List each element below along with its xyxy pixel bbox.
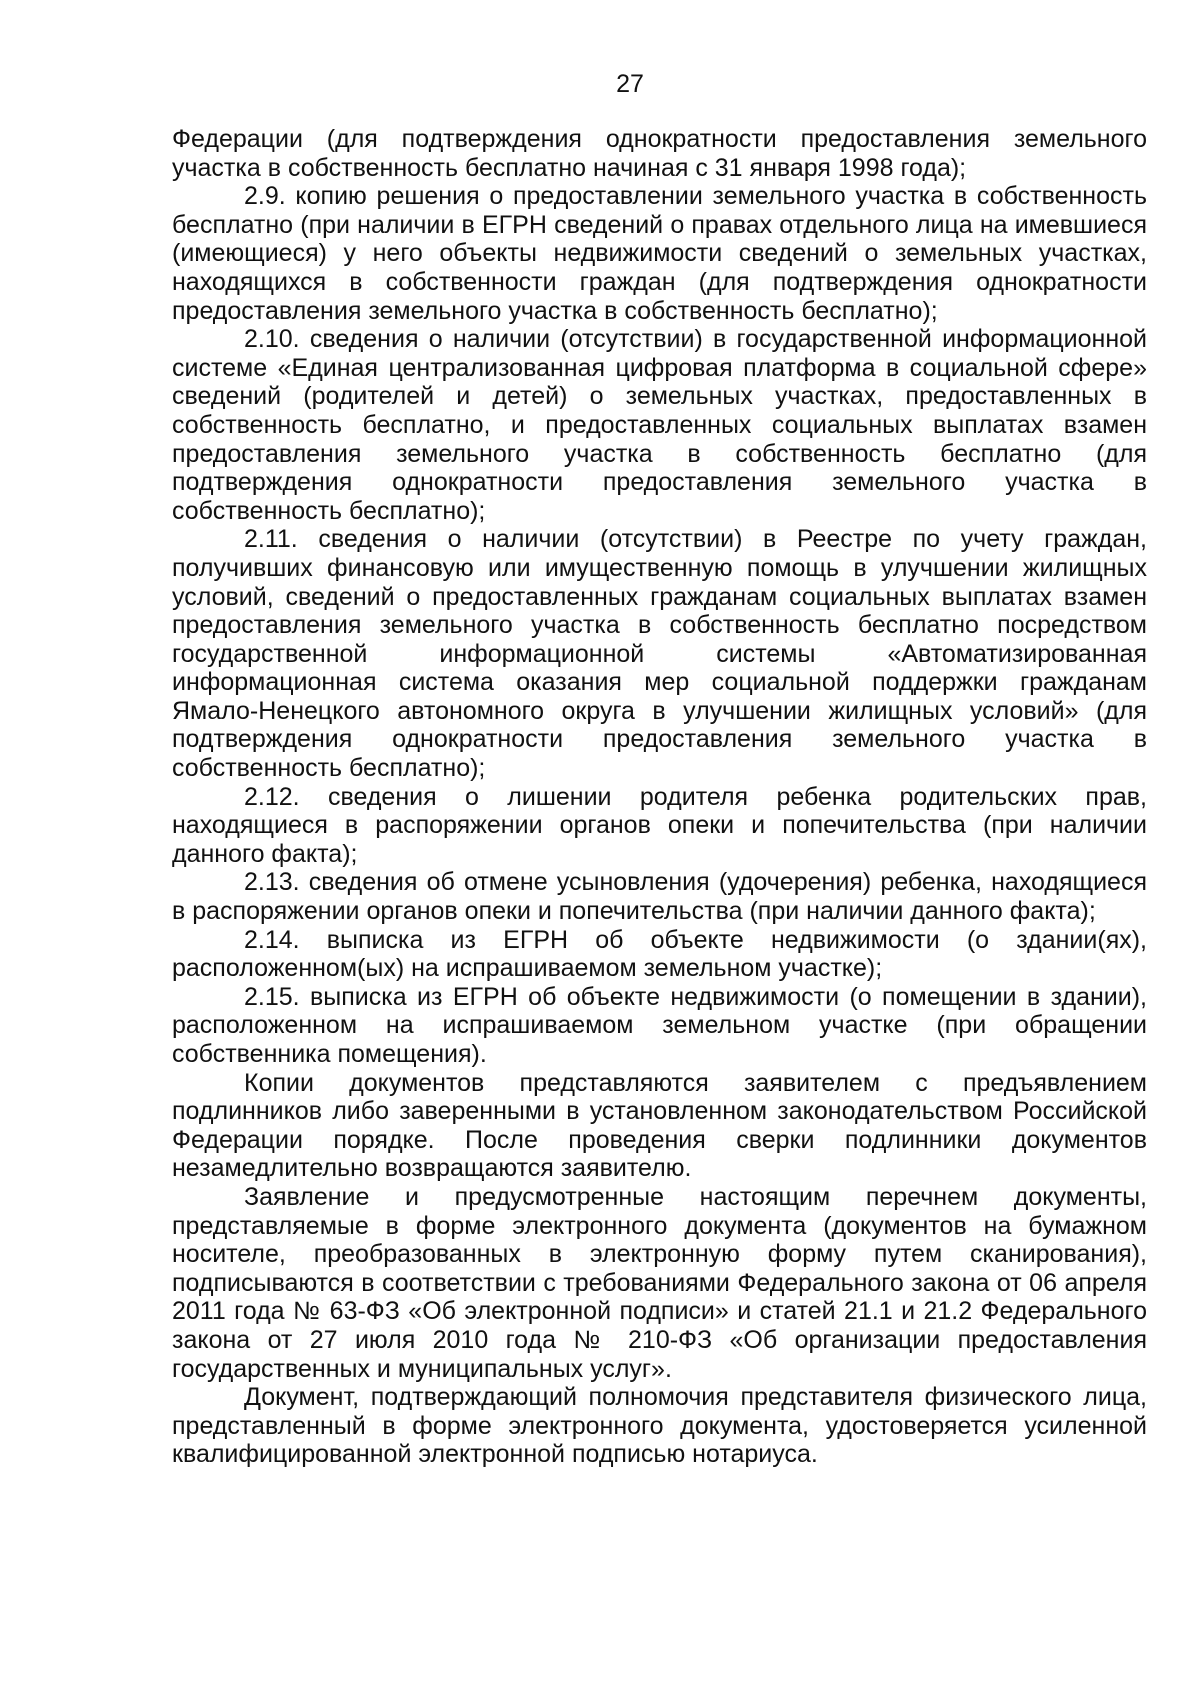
paragraph-item-2-11: 2.11. сведения о наличии (отсутствии) в Реестре по учету граждан, получивших финансовую или имущественную помощь в улучшении жилищных условий, сведений о предоставленных гражданам социальных выплатах взамен предоставления земельного участка в собственность бесплатно посредством государственной информационной системы «Автоматизированная информационная система оказания мер социальной поддержки гражданам Ямало-Ненецкого автономного округа в улучшении жилищных условий» (для подтверждения однократности предоставления земельного участка в собственность бесплатно); xyxy=(172,525,1147,783)
page-number: 27 xyxy=(616,70,644,98)
paragraph-item-2-10: 2.10. сведения о наличии (отсутствии) в государственной информационной системе «Единая централизованная цифровая платформа в социальной сфере» сведений (родителей и детей) о земельных участках, предоставленных в собственность бесплатно, и предоставленных социальных выплатах взамен предоставления земельного участка в собственность бесплатно (для подтверждения однократности предоставления земельного участка в собственность бесплатно); xyxy=(172,325,1147,525)
paragraph-item-2-13: 2.13. сведения об отмене усыновления (удочерения) ребенка, находящиеся в распоряжении органов опеки и попечительства (при наличии данного факта); xyxy=(172,868,1147,926)
paragraph-item-2-15: 2.15. выписка из ЕГРН об объекте недвижимости (о помещении в здании), расположенном на испрашиваемом земельном участке (при обращении собственника помещения). xyxy=(172,982,1147,1068)
document-body xyxy=(172,125,1147,1469)
paragraph-copies: Копии документов представляются заявителем с предъявлением подлинников либо заверенными в установленном законодательством Российской Федерации порядке. После проведения сверки подлинники документов незамедлительно возвращаются заявителю. xyxy=(172,1068,1147,1183)
paragraph-item-2-14: 2.14. выписка из ЕГРН об объекте недвижимости (о здании(ях), расположенном(ых) на испрашиваемом земельном участке); xyxy=(172,925,1147,983)
paragraph-item-2-9: 2.9. копию решения о предоставлении земельного участка в собственность бесплатно (при наличии в ЕГРН сведений о правах отдельного лица на имевшиеся (имеющиеся) у него объекты недвижимости сведений о земельных участках, находящихся в собственности граждан (для подтверждения однократности предоставления земельного участка в собственность бесплатно); xyxy=(172,182,1147,325)
paragraph-application-signature: Заявление и предусмотренные настоящим перечнем документы, представляемые в форме электронного документа (документов на бумажном носителе, преобразованных в электронную форму путем сканирования), подписываются в соответствии с требованиями Федерального закона от 06 апреля 2011 года № 63-ФЗ «Об электронной подписи» и статей 21.1 и 21.2 Федерального закона от 27 июля 2010 года № 210-ФЗ «Об организации предоставления государственных и муниципальных услуг». xyxy=(172,1182,1147,1383)
paragraph: Федерации (для подтверждения однократности предоставления земельного участка в собственность бесплатно начиная с 31 января 1998 года); xyxy=(172,125,1147,182)
paragraph-item-2-12: 2.12. сведения о лишении родителя ребенка родительских прав, находящиеся в распоряжении органов опеки и попечительства (при наличии данного факта); xyxy=(172,782,1147,868)
paragraph-representative-authority: Документ, подтверждающий полномочия представителя физического лица, представленный в форме электронного документа, удостоверяется усиленной квалифицированной электронной подписью нотариуса. xyxy=(172,1383,1147,1469)
